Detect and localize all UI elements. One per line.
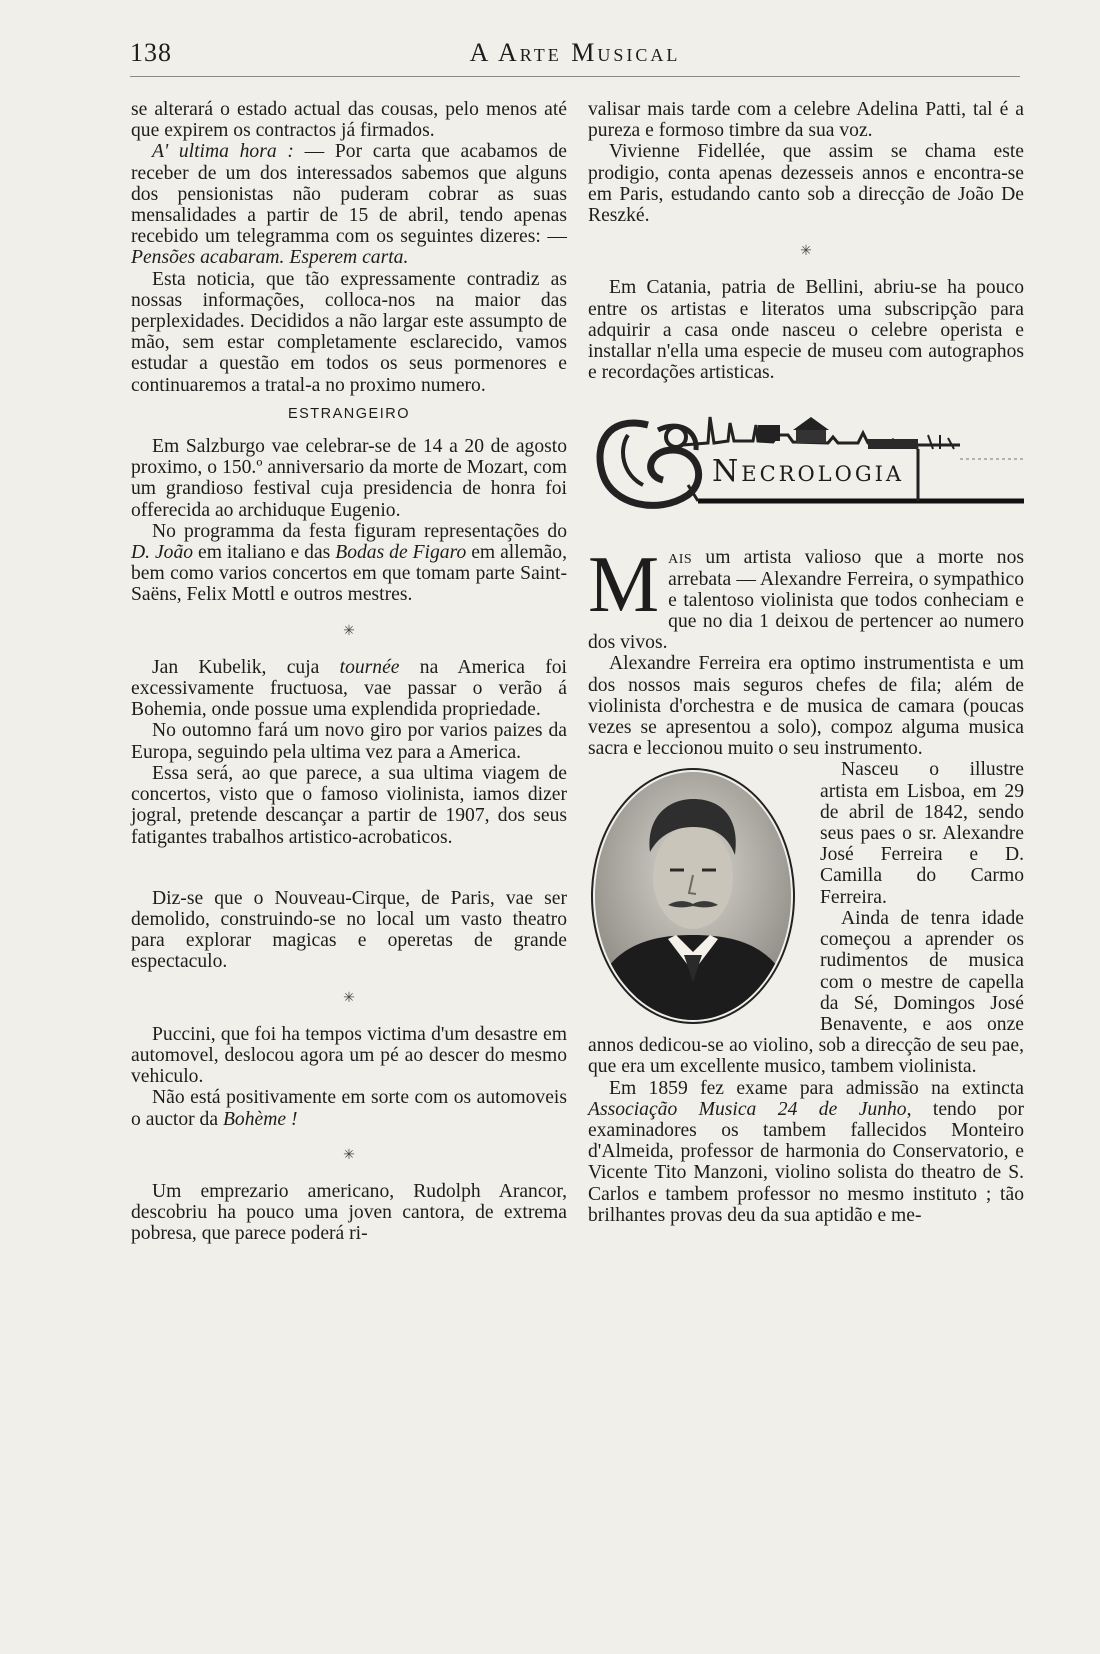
separator-asterisk: ✳ [343,623,355,639]
paragraph-obituary-p3: Nasceu o illustre artista em Lisboa, em 29 de abril de 1842, sendo seus paes o sr. Alexandre José Ferreira e D. Camilla do Carmo Ferreira. [820,759,1024,908]
ultima-hora-label: A' ultima hora : [152,141,294,163]
paragraph-salzburgo: Em Salzburgo vae celebrar-se de 14 a 20 de agosto proximo, o 150.º anniversario da morte de Mozart, com um grandioso festival cuja presidencia de honra foi offerecida ao archiduque Eugenio. [131,436,567,521]
paragraph-nao-esta: Não está positivamente em sorte com os automoveis o auctor da Bohème ! [131,1087,567,1130]
paragraph-kubelik: Jan Kubelik, cuja tournée na America foi excessivamente fructuosa, vae passar o verão á Bohemia, onde possue uma explendida propriedade. [131,656,567,721]
running-title: A Arte Musical [469,38,681,67]
page-header [130,34,1020,74]
drop-cap: M [588,541,660,630]
necrologia-banner [588,405,1024,523]
paragraph-obituary-p2: Alexandre Ferreira era optimo instrumentista e um dos nossos mais seguros chefes de fila; além de violinista d'orchestra e de musica de camara (poucas vezes se apresentou a solo), compoz alguma musica sacra e leccionou muito o seu instrumento. [588,653,1024,760]
paragraph-essa: Essa será, ao que parece, a sua ultima viagem de concertos, visto que o famoso violinista, iamos dizer jogral, pretende descançar a partir de 1907, dos seus fatigantes trabalhos artistico-acrobaticos. [131,762,567,848]
paragraph-ultima-hora: A' ultima hora : — Por carta que acabamos de receber de um dos interessados sabemos que alguns dos pensionistas não puderam cobrar as suas mensalidades a partir de 15 de abril, tendo apenas recebido um telegramma com os seguintes dizeres: — Pensões acabaram. Esperem carta. [131,141,567,269]
necrologia-title: Necrologia [712,454,905,490]
paragraph-valisar: valisar mais tarde com a celebre Adelina Patti, tal é a pureza e formoso timbre da sua voz. [588,99,1024,142]
paragraph-vivienne: Vivienne Fidellée, que assim se chama este prodigio, conta apenas dezesseis annos e encontra-se em Paris, estudando canto sob a direcção de João De Reszké. [588,141,1024,227]
separator-asterisk: ✳ [800,244,812,260]
page-number: 138 [130,38,172,67]
separator-asterisk: ✳ [343,990,355,1006]
paragraph-programma: No programma da festa figuram representações do D. João em italiano e das Bodas de Figaro em allemão, bem como varios concertos em que tomam parte Saint-Saëns, Felix Mottl e outros mestres. [131,520,567,606]
section-heading-estrangeiro: ESTRANGEIRO [287,405,411,422]
paragraph-intro: se alterará o estado actual das cousas, pelo menos até que expirem os contractos já firmados. [131,99,567,142]
paragraph-obituary-p5: Em 1859 fez exame para admissão na extincta Associação Musica 24 de Junho, tendo por examinadores os tambem fallecidos Monteiro d'Almeida, professor de harmonia do Conservatorio, e Vicente Tito Manzoni, violino solista do theatro de S. Carlos e tambem professor no mesmo instituto ; tão brilhantes provas deu da sua aptidão e me- [588,1077,1024,1226]
left-column [131,99,567,1245]
paragraph-catania: Em Catania, patria de Bellini, abriu-se ha pouco entre os artistas e literatos uma subscripção para adquirir a casa onde nasceu o celebre operista e installar n'ella uma especie de museu com autographos e recordações artisticas. [588,277,1024,384]
right-column [588,99,1024,1226]
paragraph-nouveau-cirque: Diz-se que o Nouveau-Cirque, de Paris, vae ser demolido, construindo-se no local um vasto theatro para explorar magicas e operetas de grande espectaculo. [131,887,567,973]
portrait-block [588,759,1024,1077]
portrait-alexandre-ferreira-image [588,767,798,1025]
paragraph-noticia: Esta noticia, que tão expressamente contradiz as nossas informações, colloca-nos na maior das perplexidades. Decididos a não largar este assumpto de mão, sem estar completamente esclarecido, vamos estudar a questão em todos os seus pormenores e continuaremos a tratal-a no proximo numero. [131,268,567,396]
paragraph-obituary-intro: Mais um artista valioso que a morte nos arrebata — Alexandre Ferreira, o sympathico e talentoso violinista que todos conheciam e que no dia 1 deixou de pertencer ao numero dos vivos. [588,541,1024,654]
header-rule [130,76,1020,77]
paragraph-emprezario: Um emprezario americano, Rudolph Arancor, descobriu ha pouco uma joven cantora, de extrema pobresa, que parece poderá ri- [131,1180,567,1245]
separator-asterisk: ✳ [343,1147,355,1163]
paragraph-obituary-p4: Ainda de tenra idade começou a aprender os rudimentos de musica com o mestre de capella da Sé, Domingos José Benavente, e aos onze annos dedicou-se ao violino, sob a direcção de seu pae, que era um excellente musico, tambem violinista. [588,907,1024,1078]
paragraph-outomno: No outomno fará um novo giro por varios paizes da Europa, seguindo pela ultima vez para a America. [131,720,567,763]
telegram-quote: Pensões acabaram. Esperem carta. [131,247,409,269]
paragraph-puccini: Puccini, que foi ha tempos victima d'um desastre em automovel, deslocou agora um pé ao descer do mesmo vehiculo. [131,1023,567,1088]
